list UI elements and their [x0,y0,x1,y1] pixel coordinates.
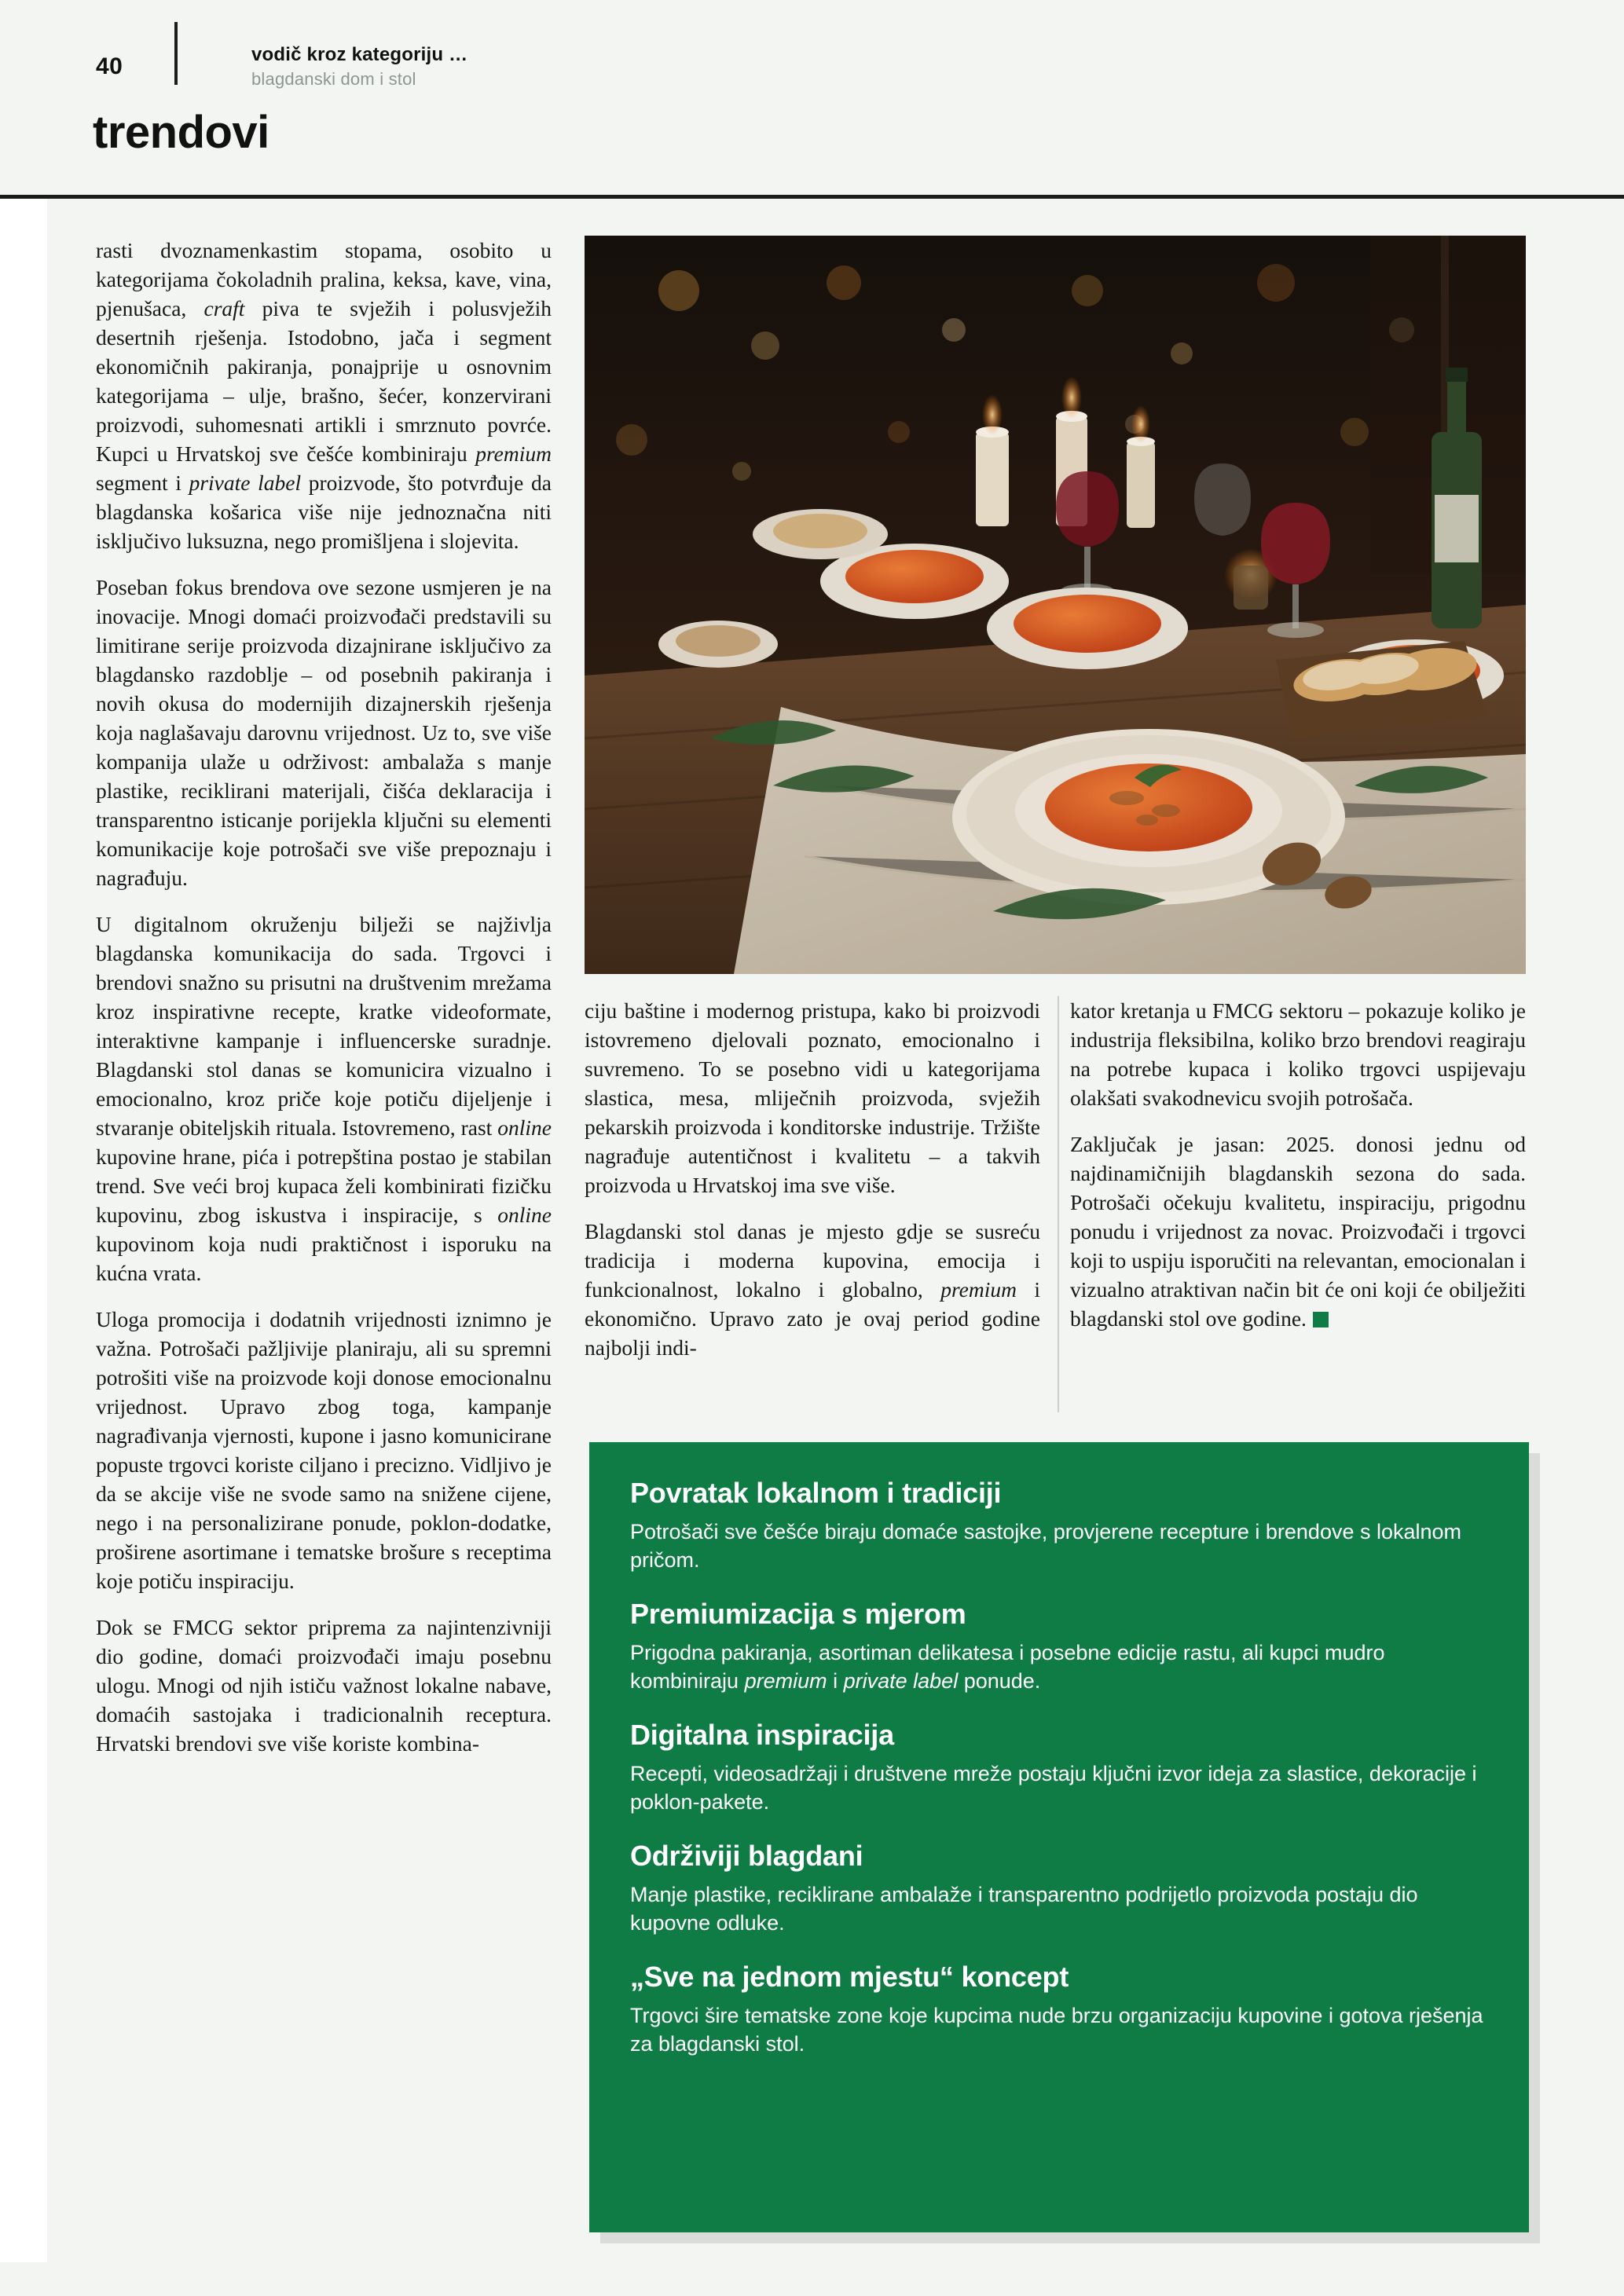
highlight-title: Povratak lokalnom i tradiciji [630,1477,1002,1509]
article-column-left [96,236,552,1775]
paragraph: Poseban fokus brendova ove sezone usmjeren je na inovacije. Mnogi domaći proizvođači predstavili su limitirane serije proizvoda dizajnirane isključivo za blagdansko razdoblje – od posebnih pakiranja i novih okusa do modernijih dizajnerskih rješenja koja naglašavaju darovnu vrijednost. Uz to, sve više kompanija ulaže u održivost: ambalaža s manje plastike, reciklirani materijali, čišća deklaracija i transparentno isticanje porijekla ključni su elementi komunikacije koje potrošači sve više prepoznaju i nagrađuju. [96,575,552,890]
header-rule [0,195,1624,199]
page-number: 40 [96,53,123,79]
paragraph: rasti dvoznamenkastim stopama, osobito u kategorijama čokoladnih pralina, keksa, kave, vina, pjenušaca, craft piva te svježih i polusvježih desertnih rješenja. Istodobno, jača i segment ekonomičnih pakiranja, ponajprije u osnovnim kategorijama – ulje, brašno, šećer, konzervirani proizvodi, suhomesnati artikli i smrznuto povrće. Kupci u Hrvatskoj sve češće kombiniraju premium segment i private label proizvode, što potvrđuje da blagdanska košarica više nije jednoznačna niti isključivo luksuzna, nego promišljena i slojevita. [96,238,552,553]
page-header [0,0,1624,195]
highlight-title: Digitalna inspiracija [630,1719,894,1751]
highlights-box [589,1442,1529,2232]
highlight-title: „Sve na jednom mjestu“ koncept [630,1961,1069,1993]
header-divider [174,22,178,85]
highlight-text: Prigodna pakiranja, asortiman delikatesa i posebne edicije rastu, ali kupci mudro kombiniraju premium i private label ponude. [630,1641,1385,1693]
paragraph: Uloga promocija i dodatnih vrijednosti iznimno je važna. Potrošači pažljivije planiraju, ali su spremni potrošiti više na proizvode koji donose emocionalnu vrijednost. Upravo zbog toga, kampanje nagrađivanja vjernosti, kupone i jasno komunicirane popuste trgovci koriste ciljano i precizno. Vidljivo je da se akcije više ne svode samo na snižene cijene, nego i na personalizirane ponude, poklon-dodatke, proširene asortimane i tematske brošure s receptima koje potiču inspiraciju. [96,1307,552,1593]
paragraph: ciju baštine i modernog pristupa, kako bi proizvodi istovremeno djelovali poznato, emocionalno i suvremeno. To se posebno vidi u kategorijama slastica, mesa, mliječnih proizvoda, svježih pekarskih proizvoda i konditorske industrije. Tržište nagrađuje autentičnost i kvalitetu – a takvih proizvoda u Hrvatskoj ima sve više. [585,998,1040,1197]
paragraph [1070,1130,1526,1333]
paragraph: Dok se FMCG sektor priprema za najintenzivniji dio godine, domaći proizvođači imaju posebnu ulogu. Mnogi od njih ističu važnost lokalne nabave, domaćih sastojaka i tradicionalnih receptura. Hrvatski brendovi sve više koriste kombina- [96,1615,552,1756]
left-margin [0,199,47,2296]
highlight-text: Potrošači sve češće biraju domaće sastojke, provjerene recepture i brendove s lokalnom pričom. [630,1520,1462,1572]
page-title: trendovi [93,107,269,158]
hero-photo [585,236,1526,974]
highlight-title: Održiviji blagdani [630,1840,863,1872]
page-footer-strip [0,2262,1624,2296]
header-subtitle: blagdanski dom i stol [251,69,416,89]
paragraph-text: Zaključak je jasan: 2025. donosi jednu od najdinamičnijih blagdanskih sezona do sada. Potrošači očekuju kvalitetu, inspiraciju, prigodnu ponudu i vrijednost za novac. Proizvođači i trgovci koji to uspiju isporučiti na relevantan, emocionalan i vizualno atraktivan način bit će oni koji će obilježiti blagdanski stol ove godine. [1070,1132,1526,1331]
end-mark [1313,1312,1329,1327]
highlight-title: Premiumizacija s mjerom [630,1598,966,1630]
header-kicker: vodič kroz kategoriju … [251,44,468,65]
article-column-middle [585,996,1040,1379]
column-divider [1058,996,1059,1412]
hero-photo-illustration [585,236,1526,974]
paragraph: kator kretanja u FMCG sektoru – pokazuje koliko je industrija fleksibilna, koliko brzo brendovi reagiraju na potrebe kupaca i koliko trgovci uspijevaju olakšati svakodnevicu svojih potrošača. [1070,998,1526,1110]
highlight-text: Trgovci šire tematske zone koje kupcima nude brzu organizaciju kupovine i gotova rješenja za blagdanski stol. [630,2004,1483,2056]
article-column-right [1070,996,1526,1350]
paragraph: Blagdanski stol danas je mjesto gdje se susreću tradicija i moderna kupovina, emocija i funkcionalnost, lokalno i globalno, premium i ekonomično. Upravo zato je ovaj period godine najbolji indi- [585,1219,1041,1360]
highlight-text: Recepti, videosadržaji i društvene mreže postaju ključni izvor ideja za slastice, dekoracije i poklon-pakete. [630,1762,1477,1814]
highlight-text: Manje plastike, reciklirane ambalaže i transparentno podrijetlo proizvoda postaju dio kupovne odluke. [630,1883,1418,1935]
paragraph: U digitalnom okruženju bilježi se najživlja blagdanska komunikacija do sada. Trgovci i brendovi snažno su prisutni na društvenim mrežama kroz inspirativne recepte, kratke videoformate, interaktivne kampanje i influencerske suradnje. Blagdanski stol danas se komunicira vizualno i emocionalno, kroz priče koje potiču dijeljenje i stvaranje obiteljskih rituala. Istovremeno, rast online kupovine hrane, pića i potrepština postao je stabilan trend. Sve veći broj kupaca želi kombinirati fizičku kupovinu, zbog iskustva i inspiracije, s online kupovinom koja nudi praktičnost i isporuku na kućna vrata. [96,912,552,1285]
